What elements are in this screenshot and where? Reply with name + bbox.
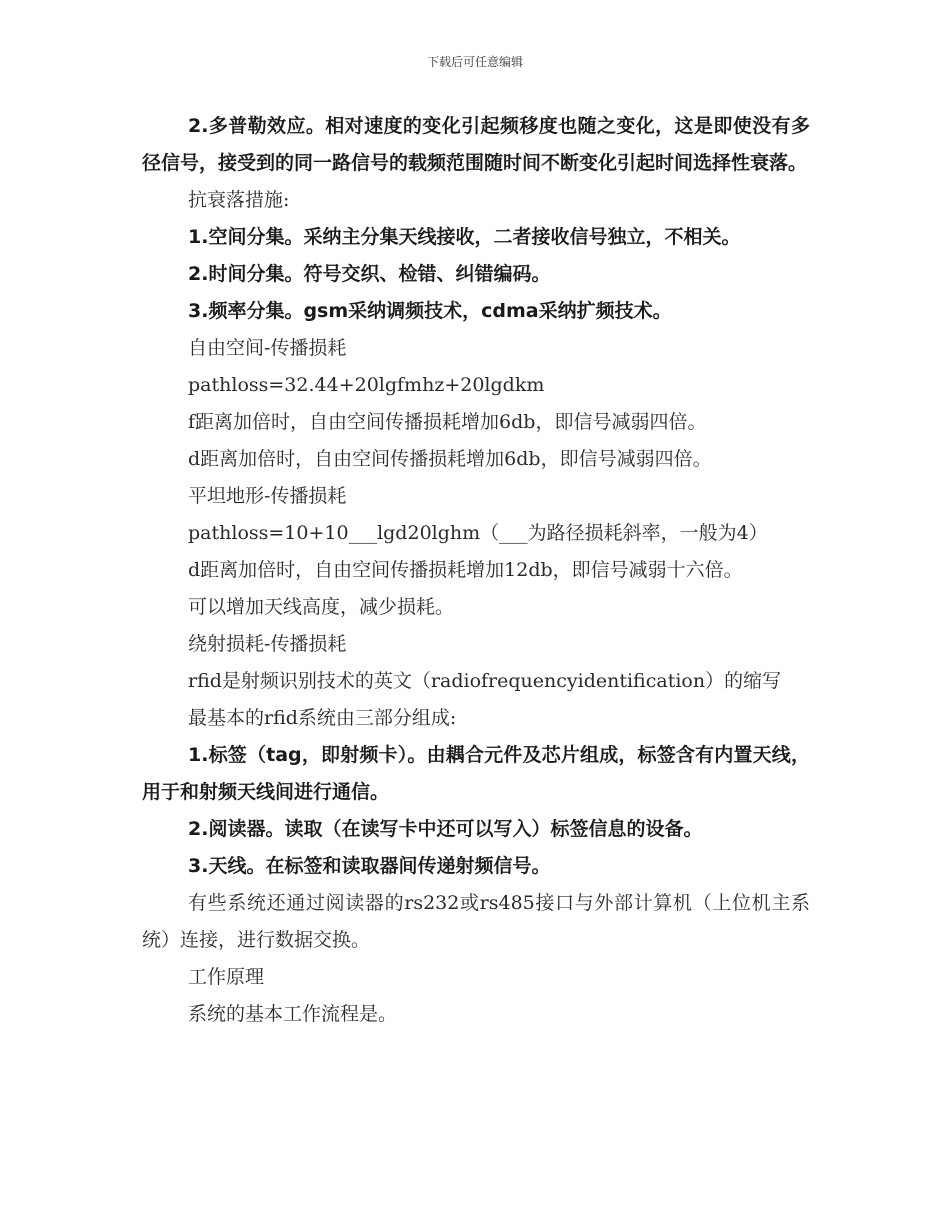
paragraph-space-diversity: 1.空间分集。采纳主分集天线接收，二者接收信号独立，不相关。 (188, 226, 741, 248)
paragraph-reader: 2.阅读器。读取（在读写卡中还可以写入）标签信息的设备。 (188, 818, 703, 840)
paragraph-working-principle: 工作原理 (188, 966, 265, 988)
paragraph-diffraction-heading: 绕射损耗-传播损耗 (188, 633, 347, 655)
paragraph-free-space-heading: 自由空间-传播损耗 (188, 337, 347, 359)
paragraph-time-diversity: 2.时间分集。符号交织、检错、纠错编码。 (188, 263, 551, 285)
paragraph-flat-terrain-formula: pathloss=10+10___lgd20lghm（___为路径损耗斜率，一般为4） (188, 522, 768, 544)
paragraph-free-space-formula: pathloss=32.44+20lgfmhz+20lgdkm (188, 374, 545, 396)
paragraph-d-doubling-flat: d距离加倍时，自由空间传播损耗增加12db，即信号减弱十六倍。 (188, 559, 743, 581)
document-body (142, 108, 810, 1033)
paragraph-rs232-interface: 有些系统还通过阅读器的rs232或rs485接口与外部计算机（上位机主系统）连接，进行数据交换。 (142, 892, 810, 951)
paragraph-workflow: 系统的基本工作流程是。 (188, 1003, 398, 1025)
paragraph-frequency-diversity: 3.频率分集。gsm采纳调频技术，cdma采纳扩频技术。 (188, 300, 672, 322)
paragraph-antenna: 3.天线。在标签和读取器间传递射频信号。 (188, 855, 551, 877)
paragraph-d-doubling: d距离加倍时，自由空间传播损耗增加6db，即信号减弱四倍。 (188, 448, 712, 470)
paragraph-tag: 1.标签（tag，即射频卡）。由耦合元件及芯片组成，标签含有内置天线，用于和射频天线间进行通信。 (142, 744, 810, 803)
paragraph-anti-fading-heading: 抗衰落措施: (188, 189, 290, 211)
paragraph-flat-terrain-heading: 平坦地形-传播损耗 (188, 485, 347, 507)
paragraph-antenna-height: 可以增加天线高度，减少损耗。 (188, 596, 455, 618)
paragraph-rfid-components: 最基本的rfid系统由三部分组成: (188, 707, 457, 729)
page-header: 下载后可任意编辑 (426, 55, 523, 69)
paragraph-rfid-definition: rfid是射频识别技术的英文（radiofrequencyidentification）的缩写 (188, 670, 782, 692)
paragraph-f-doubling: f距离加倍时，自由空间传播损耗增加6db，即信号减弱四倍。 (188, 411, 707, 433)
paragraph-doppler-effect: 2.多普勒效应。相对速度的变化引起频移度也随之变化，这是即使没有多径信号，接受到的同一路信号的载频范围随时间不断变化引起时间选择性衰落。 (142, 115, 810, 174)
